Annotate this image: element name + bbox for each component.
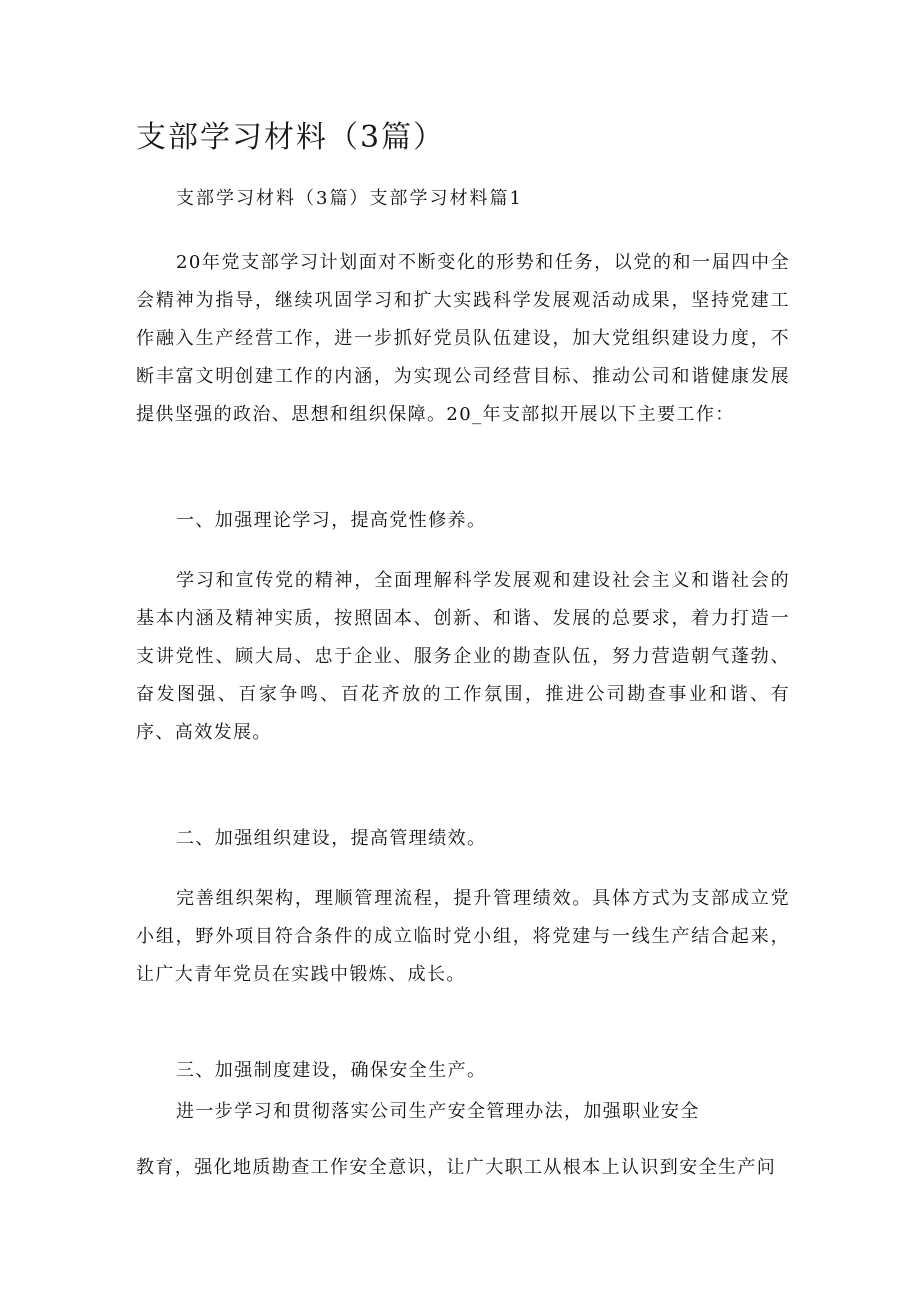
document-subtitle: 支部学习材料（3篇）支部学习材料篇1: [176, 188, 523, 209]
section-heading-3: 三、加强制度建设，确保安全生产。: [176, 1060, 487, 1081]
section-heading-2: 二、加强组织建设，提高管理绩效。: [176, 828, 487, 849]
section-body-3-line-2: 教育，强化地质勘查工作安全意识，让广大职工从根本上认识到安全生产问: [136, 1157, 777, 1178]
document-title: 支部学习材料（3篇）: [136, 120, 446, 155]
intro-paragraph: 20年党支部学习计划面对不断变化的形势和任务，以党的和一届四中全会精神为指导，继续巩固学习和扩大实践科学发展观活动成果，坚持党建工作融入生产经营工作，进一步抓好党员队伍建设，加大党组织建设力度，不断丰富文明创建工作的内涵，为实现公司经营目标、推动公司和谐健康发展提供坚强的政治、思想和组织保障。20_年支部拟开展以下主要工作：: [136, 252, 790, 425]
section-body-3-line-1: 进一步学习和贯彻落实公司生产安全管理办法，加强职业安全: [176, 1101, 700, 1122]
section-heading-1: 一、加强理论学习，提高党性修养。: [176, 510, 487, 531]
section-body-2: 完善组织架构，理顺管理流程，提升管理绩效。具体方式为支部成立党小组，野外项目符合条件的成立临时党小组，将党建与一线生产结合起来，让广大青年党员在实践中锻炼、成长。: [136, 888, 790, 985]
section-body-1: 学习和宣传党的精神，全面理解科学发展观和建设社会主义和谐社会的基本内涵及精神实质，按照固本、创新、和谐、发展的总要求，着力打造一支讲党性、顾大局、忠于企业、服务企业的勘查队伍，努力营造朝气蓬勃、奋发图强、百家争鸣、百花齐放的工作氛围，推进公司勘查事业和谐、有序、高效发展。: [136, 570, 790, 743]
